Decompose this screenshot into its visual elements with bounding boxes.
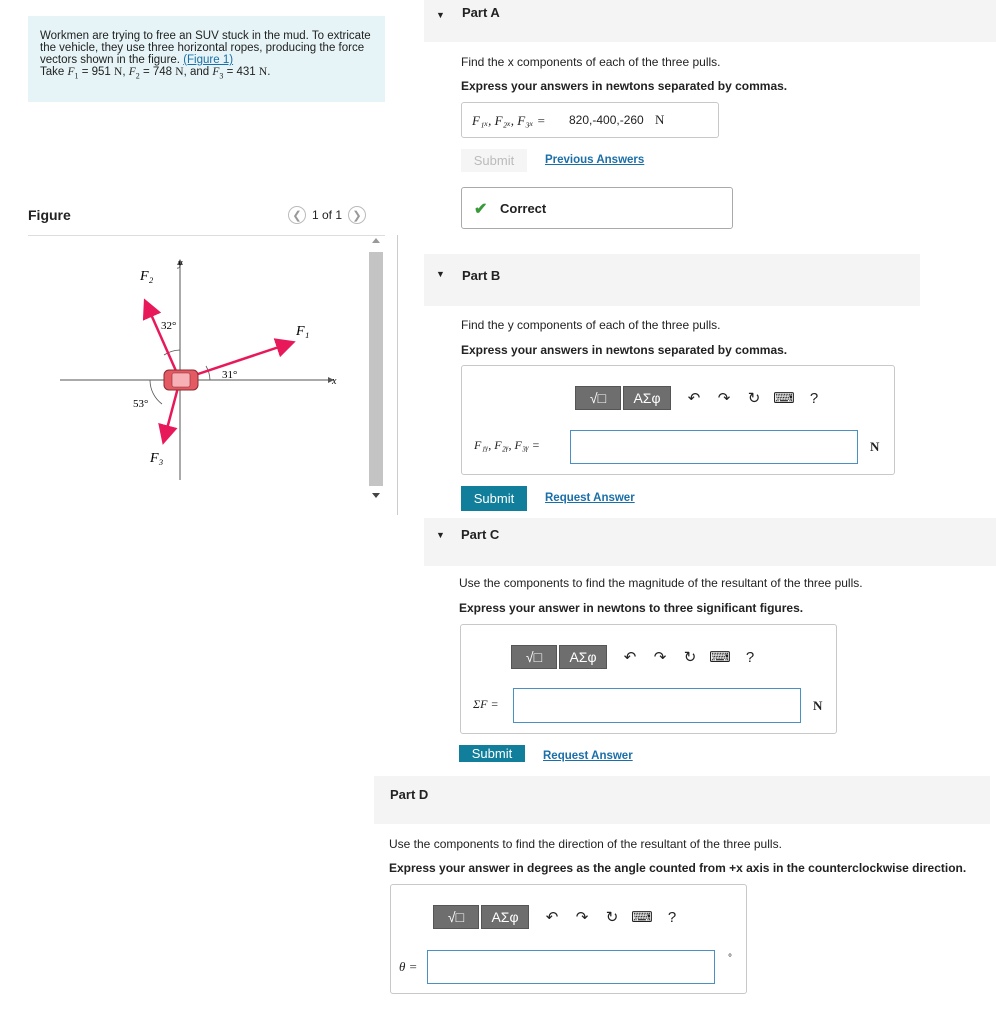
figure-scrollbar[interactable] xyxy=(369,238,383,508)
templates-button[interactable]: √□ xyxy=(433,905,479,929)
take-label: Take xyxy=(40,66,65,78)
f2-unit: N xyxy=(175,66,184,78)
prev-figure-icon[interactable]: ❮ xyxy=(288,206,306,224)
figure-title: Figure xyxy=(28,207,71,223)
part-b-unit: N xyxy=(870,439,880,454)
undo-icon[interactable]: ↶ xyxy=(623,649,637,666)
f1-unit: N xyxy=(114,66,123,78)
part-a-prompt: Find the x components of each of the three pulls. xyxy=(461,55,721,69)
greek-button[interactable]: ΑΣφ xyxy=(623,386,671,410)
part-d-unit: ° xyxy=(728,953,732,964)
scroll-down-icon[interactable] xyxy=(372,493,380,498)
help-icon[interactable]: ? xyxy=(809,389,819,407)
collapse-triangle-icon[interactable]: ▼ xyxy=(436,530,445,540)
f2-vector xyxy=(146,303,180,380)
part-b-prompt: Find the y components of each of the three pulls. xyxy=(461,318,721,332)
part-d-prompt: Use the components to find the direction of the resultant of the three pulls. xyxy=(389,837,782,851)
part-a-header[interactable] xyxy=(424,0,996,42)
part-a-unit: N xyxy=(655,112,665,127)
part-d-input[interactable] xyxy=(427,950,715,984)
undo-icon[interactable]: ↶ xyxy=(545,909,559,926)
part-d-label: Part D xyxy=(390,787,429,802)
templates-button[interactable]: √□ xyxy=(511,645,557,669)
part-a-label: Part A xyxy=(462,5,500,20)
figure-pager xyxy=(288,206,366,224)
part-b-lhs: F₁ᵧ, F₂ᵧ, F₃ᵧ = xyxy=(474,438,540,452)
checkmark-icon: ✔ xyxy=(474,201,488,218)
reset-icon[interactable]: ↻ xyxy=(605,909,619,926)
part-a-instr: Express your answers in newtons separated by commas. xyxy=(461,79,788,93)
part-d-answer-box xyxy=(390,884,747,994)
part-d-header[interactable] xyxy=(374,776,990,824)
part-b-submit-button[interactable]: Submit xyxy=(461,486,527,511)
pager-text: 1 of 1 xyxy=(312,208,343,222)
collapse-triangle-icon[interactable]: ▼ xyxy=(436,10,445,20)
part-c-toolbar xyxy=(511,645,765,669)
keyboard-icon[interactable]: ⌨ xyxy=(773,390,795,407)
part-c-prompt: Use the components to find the magnitude of the resultant of the three pulls. xyxy=(459,576,863,590)
f1-symbol: $F_1$ xyxy=(67,66,79,81)
part-b-input[interactable] xyxy=(570,430,858,464)
next-figure-icon[interactable]: ❯ xyxy=(348,206,366,224)
label-53: 53° xyxy=(133,398,149,410)
force-diagram xyxy=(28,240,368,510)
and-text: , and xyxy=(183,66,213,78)
label-x: x xyxy=(332,376,337,387)
greek-button[interactable]: ΑΣφ xyxy=(559,645,607,669)
part-c-lhs: ΣF = xyxy=(473,697,499,711)
label-f2: F₂ xyxy=(140,269,154,284)
scroll-thumb[interactable] xyxy=(369,252,383,486)
f3-unit: N xyxy=(258,66,268,78)
undo-icon[interactable]: ↶ xyxy=(687,390,701,407)
label-f1: F₁ xyxy=(296,324,310,339)
correct-label: Correct xyxy=(500,201,547,216)
problem-statement: Workmen are trying to free an SUV stuck in the mud. To extricate the vehicle, they use three horizontal ropes, producing the force vectors shown in the figure. (Figure 1) Take $F_1 = 951$ N, $F_2 = 748$ N, and $F_3 = 431$ N. xyxy=(28,16,385,102)
collapse-triangle-icon[interactable]: ▼ xyxy=(436,269,445,279)
part-d-lhs: θ = xyxy=(399,959,418,974)
figure-link[interactable]: (Figure 1) xyxy=(183,54,234,66)
f1-value: = 951 xyxy=(78,66,115,78)
label-y: y xyxy=(178,258,183,269)
part-b-instr: Express your answers in newtons separated by commas. xyxy=(461,343,788,357)
label-32: 32° xyxy=(161,320,177,332)
part-a-lhs: F₁ₓ, F₂ₓ, F₃ₓ = xyxy=(472,113,546,128)
f2-value: = 748 xyxy=(139,66,176,78)
part-c-label: Part C xyxy=(461,527,500,542)
scroll-up-icon[interactable] xyxy=(372,238,380,243)
part-a-submit-button[interactable]: Submit xyxy=(461,149,527,172)
arc-31 xyxy=(206,366,210,380)
part-b-label: Part B xyxy=(462,268,501,283)
part-c-answer-box xyxy=(460,624,837,734)
label-31: 31° xyxy=(222,369,238,381)
redo-icon[interactable]: ↷ xyxy=(717,390,731,407)
greek-button[interactable]: ΑΣφ xyxy=(481,905,529,929)
previous-answers-link[interactable]: Previous Answers xyxy=(545,154,645,166)
part-c-unit: N xyxy=(813,698,823,713)
part-b-toolbar xyxy=(575,386,829,410)
problem-text: Workmen are trying to free an SUV stuck in the mud. To extricate the vehicle, they use three horizontal ropes, producing the force vectors shown in the figure. xyxy=(40,30,371,66)
panel-divider xyxy=(397,235,398,515)
f3-symbol: $F_3$ xyxy=(212,66,224,81)
part-b-header[interactable] xyxy=(424,254,920,306)
reset-icon[interactable]: ↻ xyxy=(747,390,761,407)
figure-divider xyxy=(28,235,385,236)
part-d-instr: Express your answer in degrees as the angle counted from +x axis in the counterclockwise direction. xyxy=(389,861,967,875)
part-d-toolbar xyxy=(433,905,687,929)
f3-value: = 431 xyxy=(223,66,259,78)
part-c-header[interactable] xyxy=(424,518,996,566)
f2-symbol: $F_2$ xyxy=(128,66,140,81)
arc-53 xyxy=(150,380,162,404)
part-b-answer-box xyxy=(461,365,895,475)
reset-icon[interactable]: ↻ xyxy=(683,649,697,666)
part-c-request-answer-link[interactable]: Request Answer xyxy=(543,750,633,762)
label-f3: F₃ xyxy=(150,451,164,466)
suv-icon xyxy=(164,370,198,390)
part-a-answer-box xyxy=(461,102,719,138)
keyboard-icon[interactable]: ⌨ xyxy=(709,649,731,666)
redo-icon[interactable]: ↷ xyxy=(653,649,667,666)
keyboard-icon[interactable]: ⌨ xyxy=(631,909,653,926)
part-a-value: 820,-400,-260 xyxy=(569,113,644,127)
help-icon[interactable]: ? xyxy=(745,648,755,666)
correct-feedback xyxy=(461,187,733,229)
help-icon[interactable]: ? xyxy=(667,908,677,926)
redo-icon[interactable]: ↷ xyxy=(575,909,589,926)
templates-button[interactable]: √□ xyxy=(575,386,621,410)
part-c-submit-button[interactable]: Submit xyxy=(459,745,525,762)
part-b-request-answer-link[interactable]: Request Answer xyxy=(545,492,635,504)
part-c-instr: Express your answer in newtons to three significant figures. xyxy=(459,601,804,615)
part-c-input[interactable] xyxy=(513,688,801,723)
